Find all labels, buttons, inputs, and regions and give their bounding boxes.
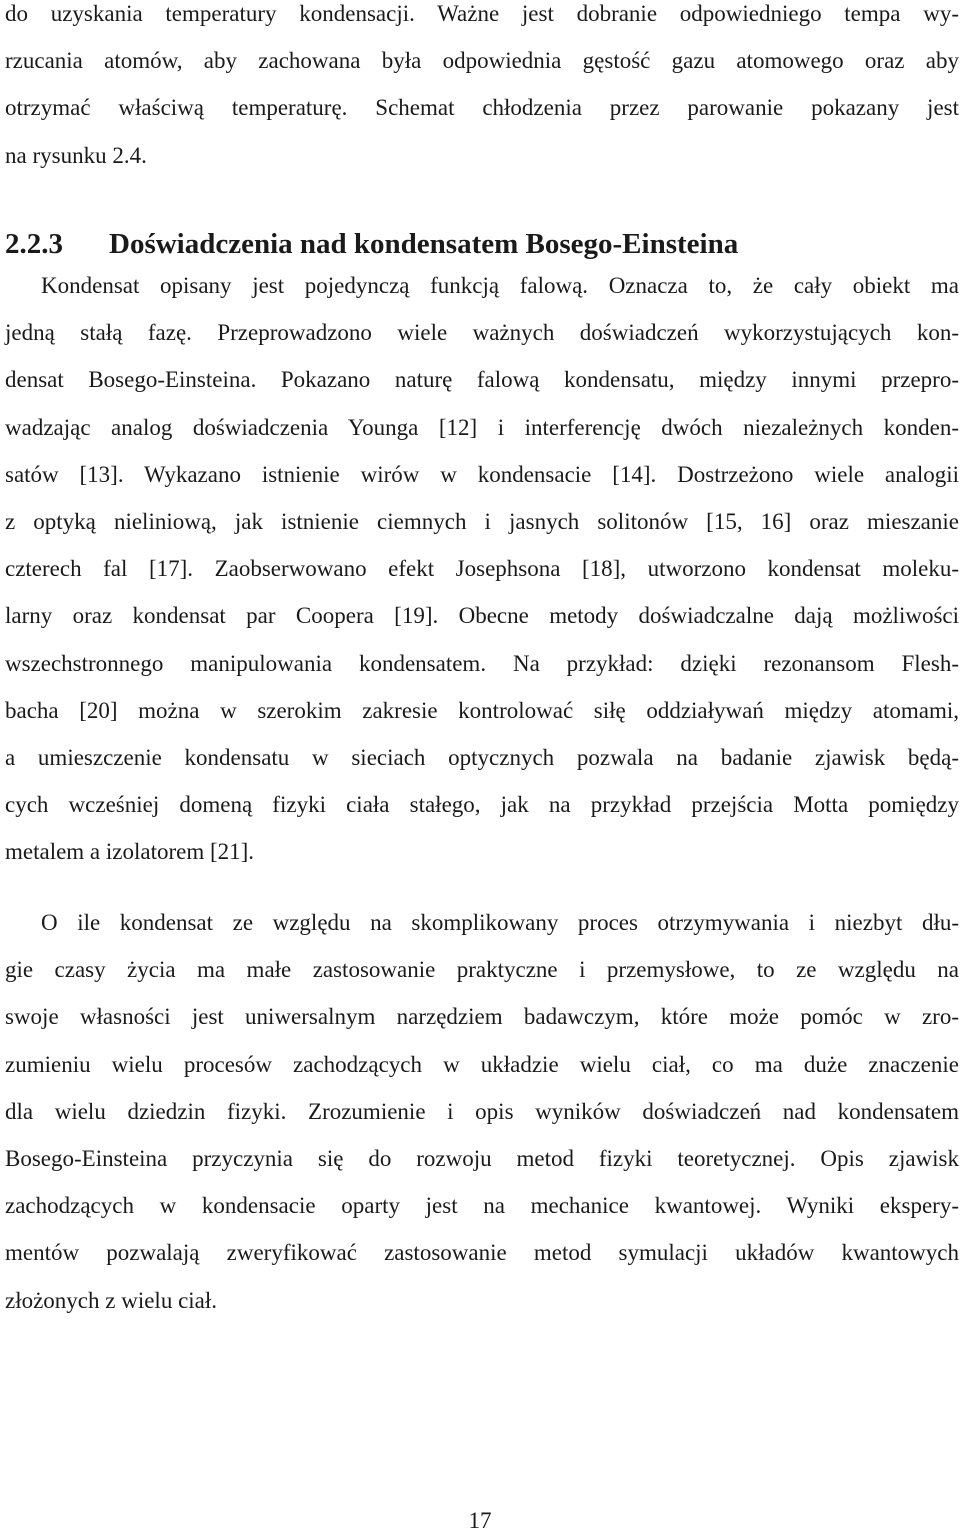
text-line: czterech fal [17]. Zaobserwowano efekt Josephsona [18], utworzono kondensat moleku- xyxy=(5,556,959,582)
text-line: rzucania atomów, aby zachowana była odpowiednia gęstość gazu atomowego oraz aby xyxy=(5,48,959,74)
text-line: do uzyskania temperatury kondensacji. Ważne jest dobranie odpowiedniego tempa wy- xyxy=(5,1,959,26)
text-line: mentów pozwalają zweryfikować zastosowanie metod symulacji układów kwantowych xyxy=(5,1240,959,1266)
text-line: swoje własności jest uniwersalnym narzędziem badawczym, które może pomóc w zro- xyxy=(5,1004,959,1030)
text-line: bacha [20] można w szerokim zakresie kontrolować siłę oddziaływań między atomami, xyxy=(5,697,959,723)
text-line: złożonych z wielu ciał. xyxy=(5,1287,218,1313)
text-line: Kondensat opisany jest pojedynczą funkcją falową. Oznacza to, że cały obiekt ma xyxy=(41,273,959,298)
text-line: wszechstronnego manipulowania kondensatem. Na przykład: dzięki rezonansom Flesh- xyxy=(5,650,959,676)
text-line: Bosego-Einsteina przyczynia się do rozwoju metod fizyki teoretycznej. Opis zjawisk xyxy=(5,1146,959,1172)
text-line: O ile kondensat ze względu na skomplikowany proces otrzymywania i niezbyt dłu- xyxy=(41,910,959,935)
text-line: otrzymać właściwą temperaturę. Schemat chłodzenia przez parowanie pokazany jest xyxy=(5,95,959,121)
text-line: larny oraz kondensat par Coopera [19]. Obecne metody doświadczalne dają możliwości xyxy=(5,603,959,629)
text-line: cych wcześniej domeną fizyki ciała stałego, jak na przykład przejścia Motta pomiędzy xyxy=(5,792,959,818)
text-line: zumieniu wielu procesów zachodzących w układzie wielu ciał, co ma duże znaczenie xyxy=(5,1051,959,1077)
section-number: 2.2.3 xyxy=(5,228,63,260)
section-title: Doświadczenia nad kondensatem Bosego-Einsteina xyxy=(109,228,739,260)
text-line: satów [13]. Wykazano istnienie wirów w kondensacie [14]. Dostrzeżono wiele analogii xyxy=(5,461,959,487)
text-line: na rysunku 2.4. xyxy=(5,142,147,168)
text-line: metalem a izolatorem [21]. xyxy=(5,839,255,865)
text-line: wadzając analog doświadczenia Younga [12] i interferencję dwóch niezależnych konden- xyxy=(5,414,959,440)
paragraph-intro xyxy=(5,0,959,179)
text-line: jedną stałą fazę. Przeprowadzono wiele ważnych doświadczeń wykorzystujących kon- xyxy=(5,320,959,346)
section-heading xyxy=(5,224,738,264)
page-number: 17 xyxy=(468,1508,492,1533)
paragraph-applications xyxy=(5,899,959,1324)
paragraph-experiments xyxy=(5,262,959,876)
text-line: a umieszczenie kondensatu w sieciach optycznych pozwala na badanie zjawisk będą- xyxy=(5,745,959,771)
text-line: densat Bosego-Einsteina. Pokazano naturę falową kondensatu, między innymi przepro- xyxy=(5,367,959,393)
text-line: gie czasy życia ma małe zastosowanie praktyczne i przemysłowe, to ze względu na xyxy=(5,957,959,983)
text-line: z optyką nieliniową, jak istnienie ciemnych i jasnych solitonów [15, 16] oraz mieszanie xyxy=(5,509,959,535)
text-line: zachodzących w kondensacie oparty jest na mechanice kwantowej. Wyniki ekspery- xyxy=(5,1193,959,1219)
text-line: dla wielu dziedzin fizyki. Zrozumienie i opis wyników doświadczeń nad kondensatem xyxy=(5,1098,959,1124)
